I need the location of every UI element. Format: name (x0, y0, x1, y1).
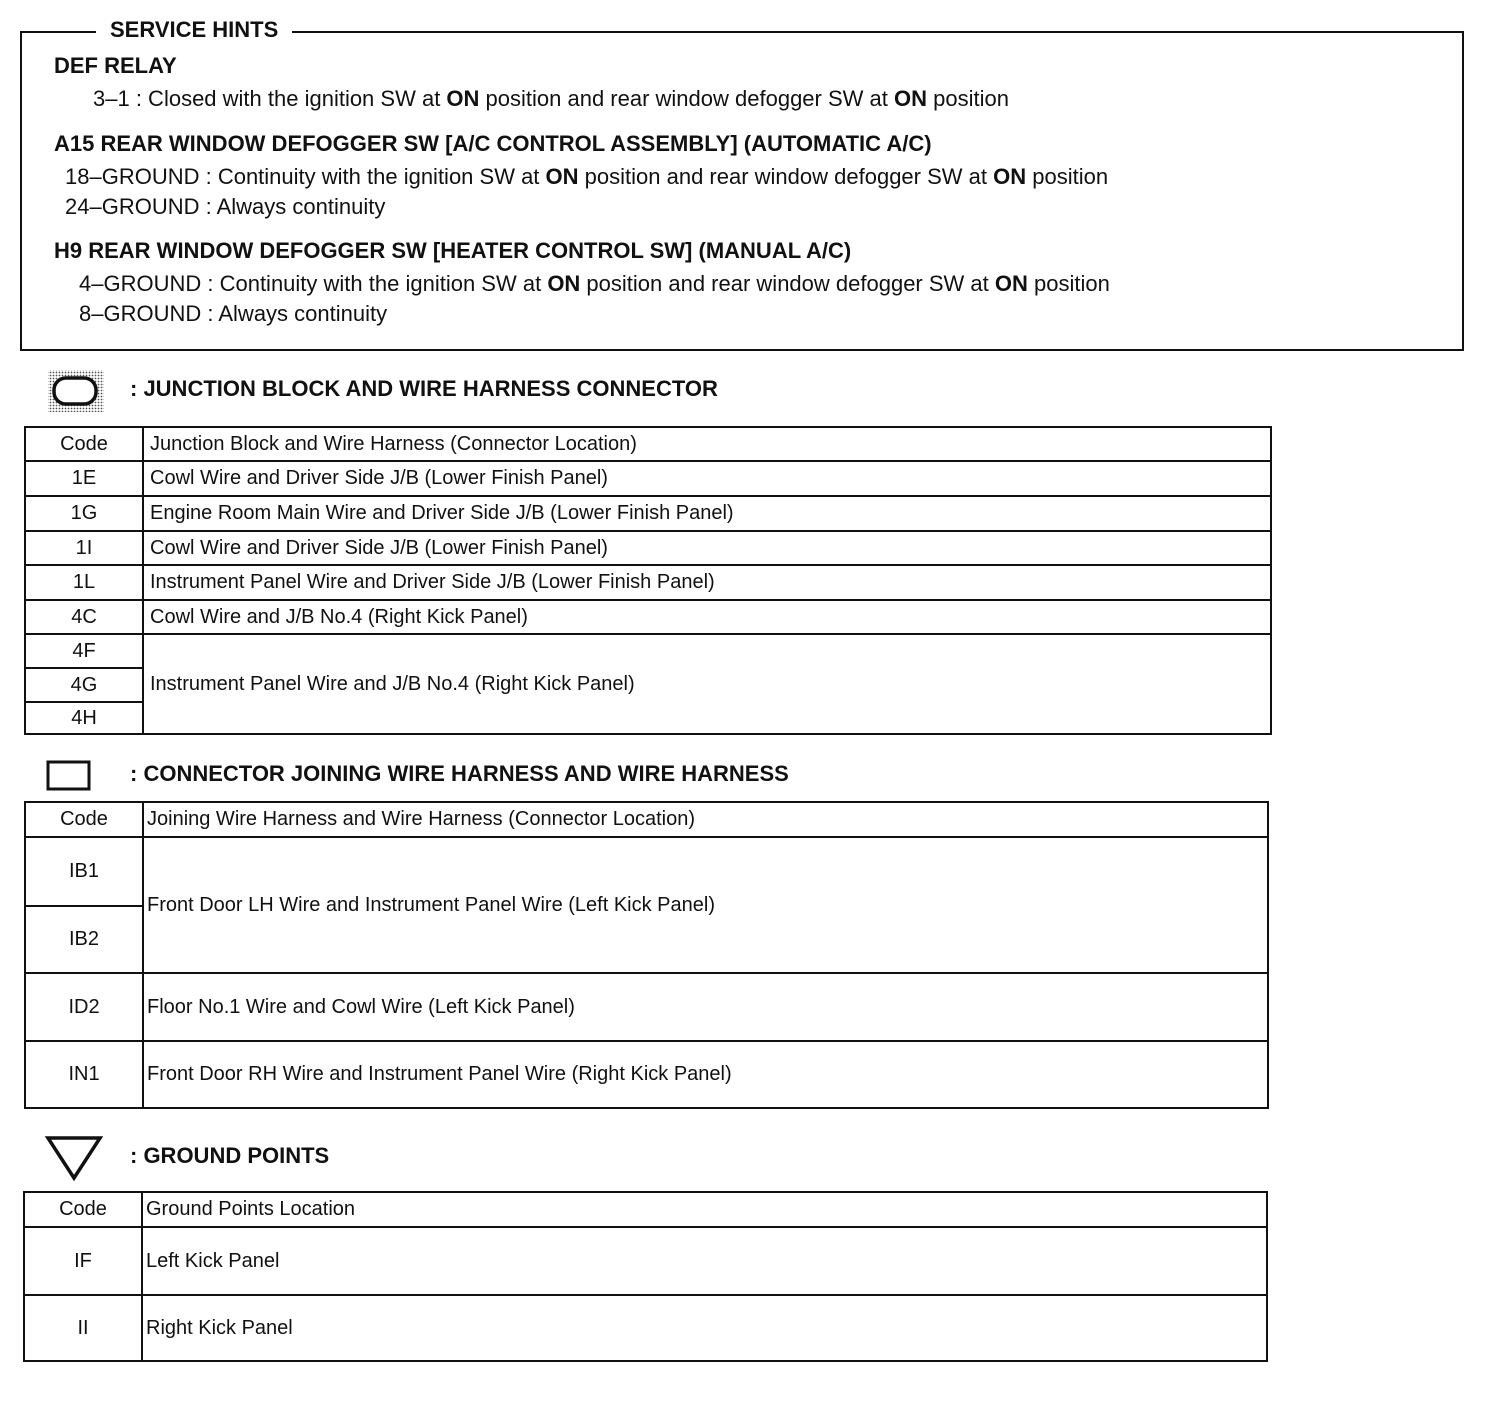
table-row (25, 496, 1271, 531)
location-cell: Engine Room Main Wire and Driver Side J/B (Lower Finish Panel) (143, 496, 1271, 531)
code-cell: 4C (25, 600, 143, 634)
code-cell: IB1 (25, 837, 143, 906)
h9-hint-line-2: 8–GROUND : Always continuity (79, 301, 388, 326)
table-row (25, 973, 1268, 1041)
def-relay-heading: DEF RELAY (54, 53, 177, 78)
a15-hint-line-1: 18–GROUND : Continuity with the ignition SW at ON position and rear window defogger SW at ON position (65, 164, 1109, 189)
table-row (24, 1295, 1267, 1361)
service-hints-title: SERVICE HINTS (96, 14, 292, 46)
location-cell: Floor No.1 Wire and Cowl Wire (Left Kick Panel) (143, 973, 1268, 1041)
table-row (25, 461, 1271, 496)
junction-block-table (24, 426, 1272, 735)
code-cell: 4G (25, 668, 143, 702)
connector-joining-table (24, 801, 1269, 1109)
code-cell: 4F (25, 634, 143, 668)
table-header-row (25, 427, 1271, 461)
code-cell: ID2 (25, 973, 143, 1041)
ground-points-heading: : GROUND POINTS (130, 1143, 330, 1168)
location-cell: Cowl Wire and Driver Side J/B (Lower Finish Panel) (143, 531, 1271, 565)
code-cell: IN1 (25, 1041, 143, 1108)
code-cell: IB2 (25, 906, 143, 973)
table-row (24, 1227, 1267, 1295)
table-header-row (24, 1192, 1267, 1227)
code-cell: 1I (25, 531, 143, 565)
code-header: Code (25, 427, 143, 461)
location-header: Joining Wire Harness and Wire Harness (Connector Location) (143, 802, 1268, 837)
table-row (25, 600, 1271, 634)
table-row (25, 837, 1268, 906)
h9-heading: H9 REAR WINDOW DEFOGGER SW [HEATER CONTROL SW] (MANUAL A/C) (54, 238, 852, 263)
connector-symbol-icon (46, 760, 92, 792)
table-row (25, 634, 1271, 668)
location-cell: Left Kick Panel (142, 1227, 1267, 1295)
location-cell: Cowl Wire and J/B No.4 (Right Kick Panel) (143, 600, 1271, 634)
code-cell: 1E (25, 461, 143, 496)
junction-block-symbol-icon (46, 368, 106, 414)
connector-joining-heading: : CONNECTOR JOINING WIRE HARNESS AND WIRE HARNESS (130, 761, 789, 786)
code-cell: II (24, 1295, 142, 1361)
location-cell: Instrument Panel Wire and Driver Side J/B (Lower Finish Panel) (143, 565, 1271, 600)
a15-heading: A15 REAR WINDOW DEFOGGER SW [A/C CONTROL ASSEMBLY] (AUTOMATIC A/C) (54, 131, 932, 156)
location-cell: Front Door LH Wire and Instrument Panel Wire (Left Kick Panel) (143, 837, 1268, 973)
code-header: Code (24, 1192, 142, 1227)
table-header-row (25, 802, 1268, 837)
location-cell: Front Door RH Wire and Instrument Panel Wire (Right Kick Panel) (143, 1041, 1268, 1108)
table-row (25, 565, 1271, 600)
code-cell: 4H (25, 702, 143, 734)
table-row (25, 1041, 1268, 1108)
location-header: Junction Block and Wire Harness (Connector Location) (143, 427, 1271, 461)
h9-hint-line-1: 4–GROUND : Continuity with the ignition SW at ON position and rear window defogger SW at ON position (79, 271, 1110, 296)
location-cell: Cowl Wire and Driver Side J/B (Lower Finish Panel) (143, 461, 1271, 496)
location-cell: Right Kick Panel (142, 1295, 1267, 1361)
code-cell: 1G (25, 496, 143, 531)
location-header: Ground Points Location (142, 1192, 1267, 1227)
ground-point-triangle-icon (44, 1134, 104, 1182)
table-row (25, 531, 1271, 565)
junction-block-heading: : JUNCTION BLOCK AND WIRE HARNESS CONNECTOR (130, 376, 718, 401)
code-cell: IF (24, 1227, 142, 1295)
ground-points-table (23, 1191, 1268, 1362)
a15-hint-line-2: 24–GROUND : Always continuity (65, 194, 386, 219)
location-cell: Instrument Panel Wire and J/B No.4 (Right Kick Panel) (143, 634, 1271, 734)
code-cell: 1L (25, 565, 143, 600)
def-relay-hint-line: 3–1 : Closed with the ignition SW at ON position and rear window defogger SW at ON position (93, 86, 1009, 111)
code-header: Code (25, 802, 143, 837)
